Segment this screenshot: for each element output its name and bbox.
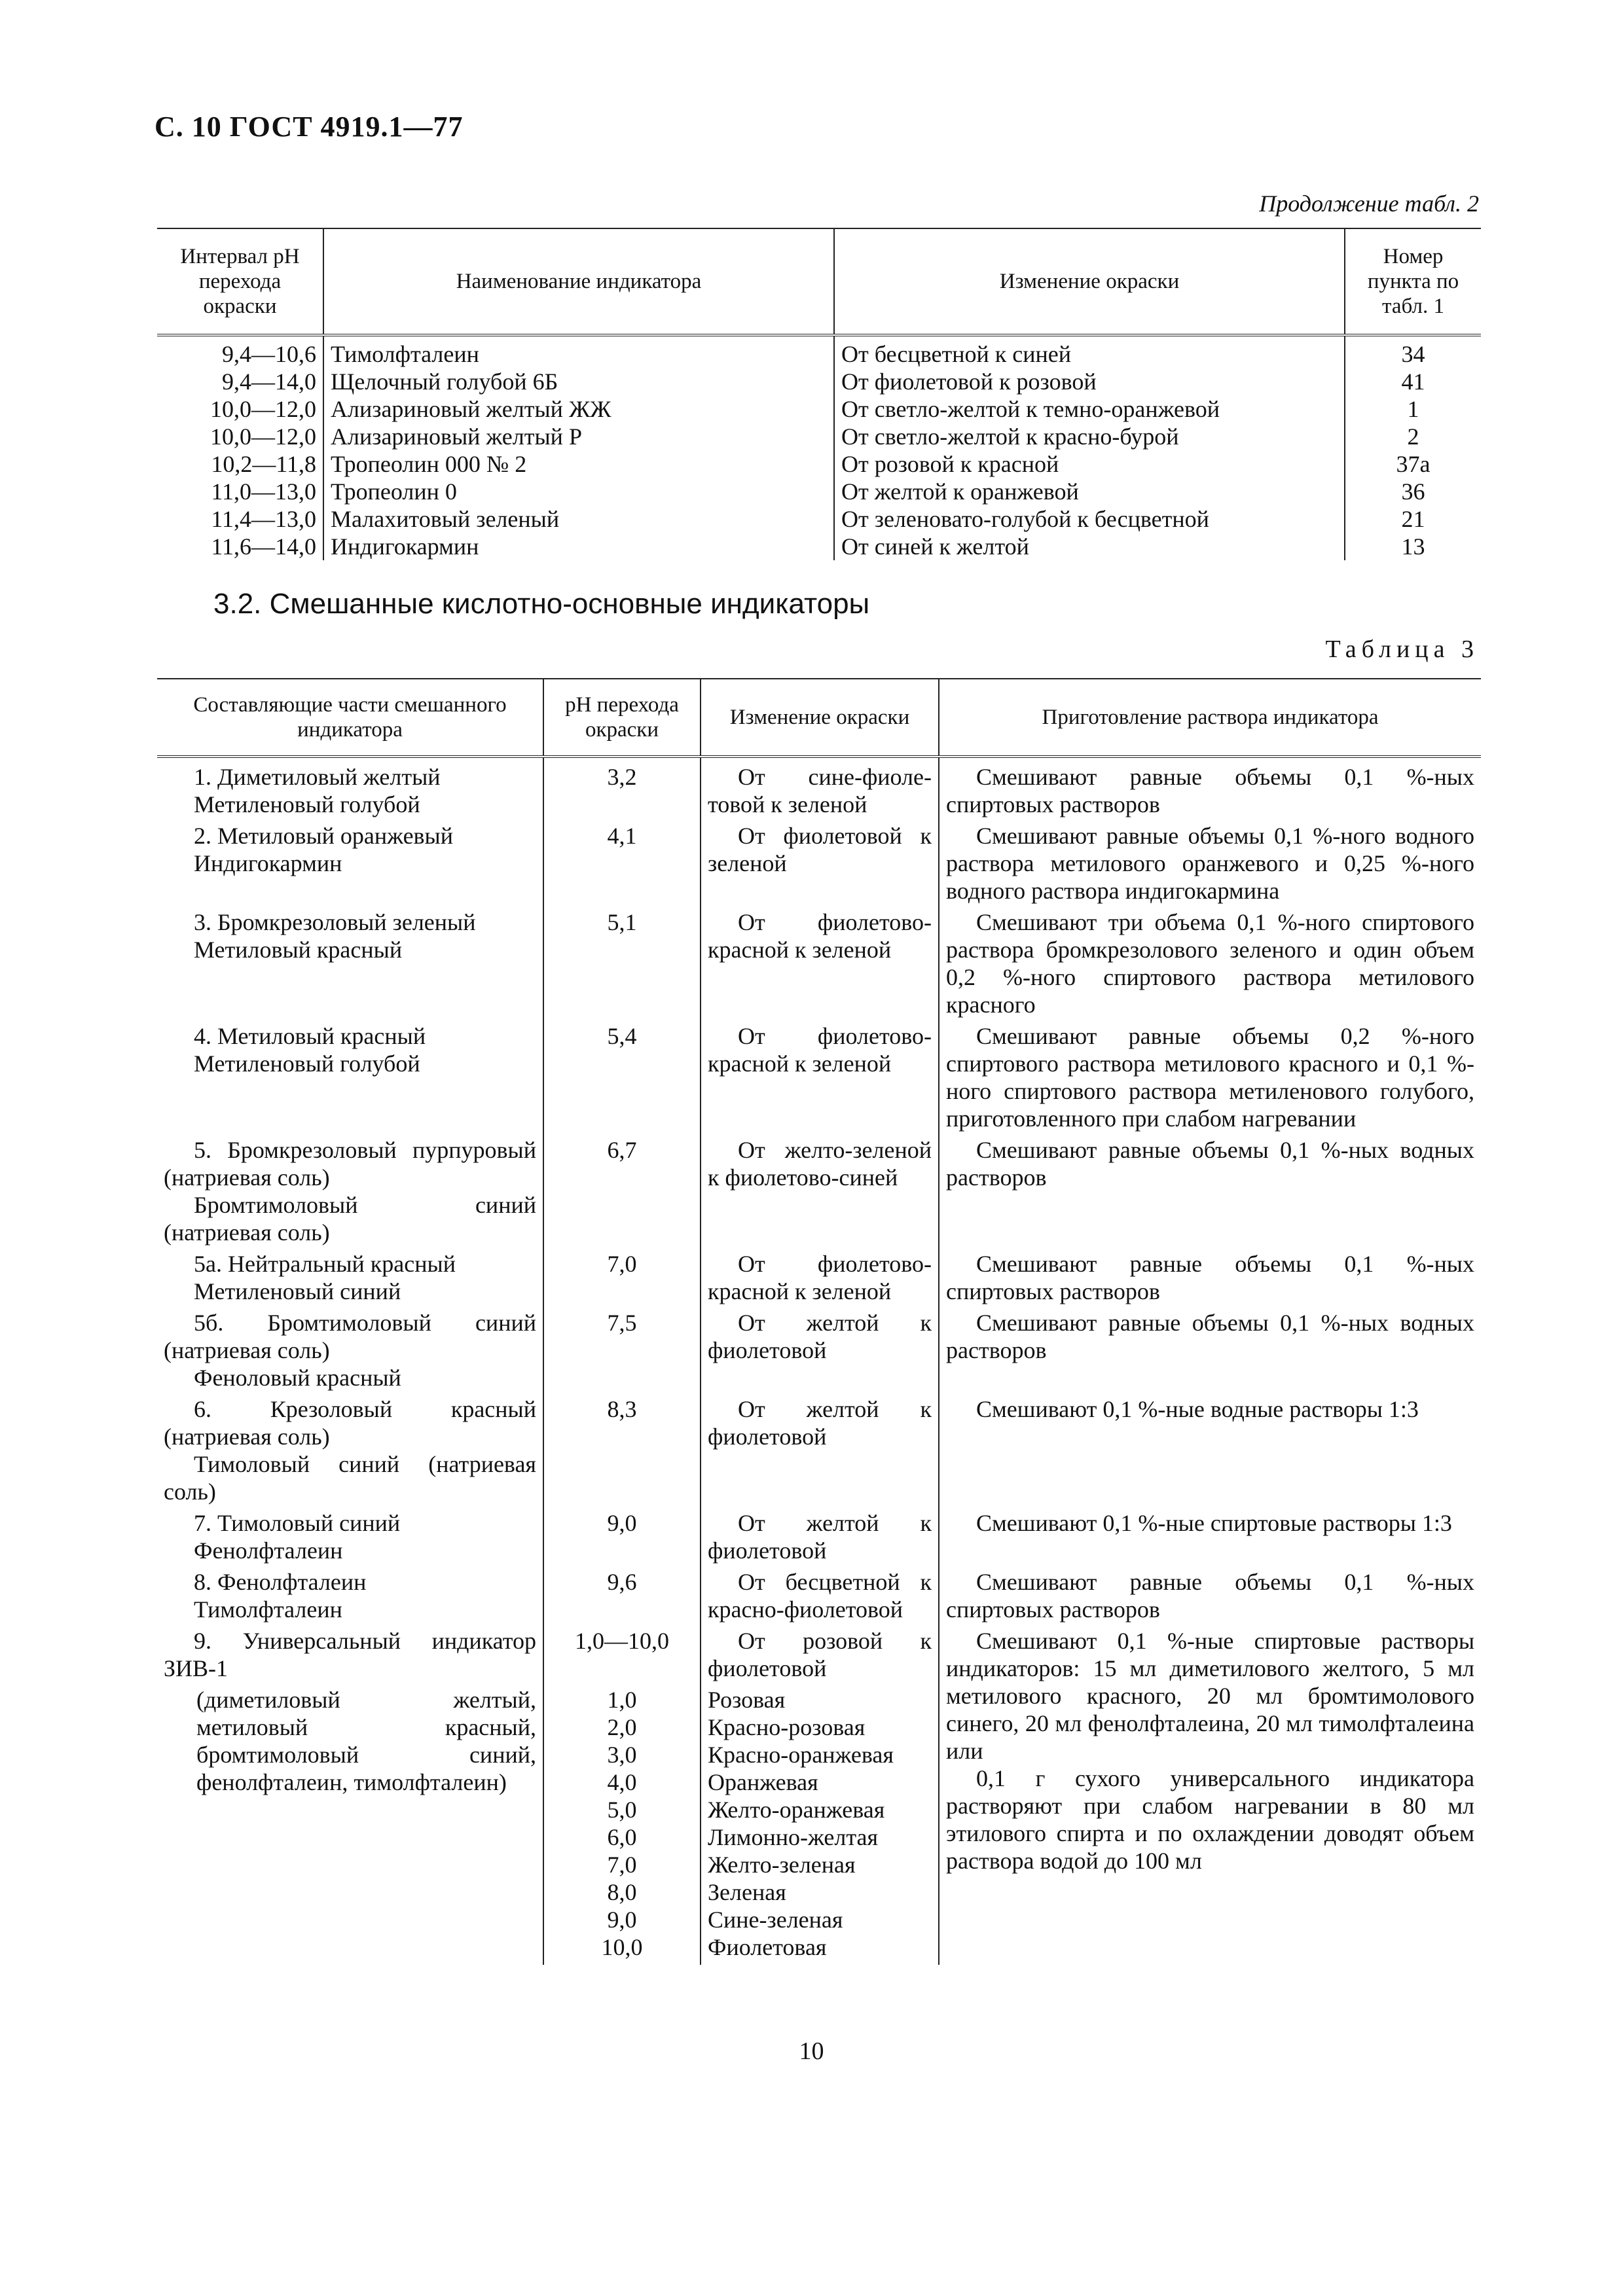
cell-color-change: От фиолетовой к зеленой xyxy=(701,822,939,908)
table-3-label: Таблица 3 xyxy=(1325,636,1479,663)
table-3-header-row xyxy=(157,679,1481,757)
cell-components xyxy=(157,1136,543,1250)
document-header: С. 10 ГОСТ 4919.1—77 xyxy=(155,111,464,143)
color-scale-value: Желто-зеленая xyxy=(708,1852,856,1878)
component-name: Феноловый красный xyxy=(194,1365,401,1391)
cell-components xyxy=(157,1509,543,1568)
column-header-components: Составляющие части смешанного индикатора xyxy=(157,679,543,757)
cell-color-change xyxy=(701,1627,939,1965)
component-name: Метиленовый голубой xyxy=(194,791,420,817)
cell-ph: 11,4—13,0 xyxy=(211,506,316,532)
table-row xyxy=(157,1509,1481,1568)
cell-components xyxy=(157,1022,543,1136)
universal-indicator-components: (диметиловый желтый, метиловый красный, бромтимоловый синий, фенолфталеин, тимолфталеин) xyxy=(196,1687,536,1795)
component-name: Метиленовый голубой xyxy=(194,1050,420,1077)
table-3-body xyxy=(157,757,1481,1965)
ph-scale-value: 8,0 xyxy=(607,1879,637,1905)
column-header-indicator: Наименование индикатора xyxy=(323,228,834,335)
cell-item-number: 1 xyxy=(1345,395,1481,423)
cell-preparation: Смешивают 0,1 %-ные водные растворы 1:3 xyxy=(939,1395,1481,1509)
component-name: 8. Фенолфталеин xyxy=(194,1569,367,1595)
ph-scale-value: 2,0 xyxy=(607,1714,637,1740)
cell-ph: 3,2 xyxy=(543,757,701,822)
ph-scale-value: 10,0 xyxy=(601,1934,643,1960)
cell-color-change: От желто-зеленой к фиолетово-синей xyxy=(701,1136,939,1250)
cell-preparation: Смешивают равные объемы 0,1 %-ных спиртовых растворов xyxy=(939,757,1481,822)
cell-item-number: 21 xyxy=(1345,505,1481,533)
ph-scale-value: 3,0 xyxy=(607,1742,637,1768)
cell-color-change: От фиолетово-красной к зеленой xyxy=(701,1022,939,1136)
cell-preparation xyxy=(939,1627,1481,1965)
cell-ph xyxy=(543,1627,701,1965)
cell-ph: 9,6 xyxy=(543,1568,701,1627)
universal-color-change: От розовой к фиолетовой xyxy=(708,1628,932,1681)
table-row xyxy=(157,450,1481,478)
cell-preparation: Смешивают 0,1 %-ные спиртовые растворы 1:3 xyxy=(939,1509,1481,1568)
table-row xyxy=(157,822,1481,908)
table-row xyxy=(157,423,1481,450)
component-name: 5. Бромкрезоловый пурпуровый (натриевая соль) xyxy=(164,1137,536,1191)
cell-ph: 9,4—14,0 xyxy=(222,368,316,395)
table-continuation-label: Продолжение табл. 2 xyxy=(1259,190,1479,217)
cell-indicator-name: Щелочный голубой 6Б xyxy=(323,368,834,395)
color-scale-list xyxy=(708,1686,932,1961)
cell-item-number: 34 xyxy=(1345,335,1481,368)
cell-ph: 6,7 xyxy=(543,1136,701,1250)
table-2-body xyxy=(157,335,1481,560)
cell-item-number: 37а xyxy=(1345,450,1481,478)
cell-ph: 9,4—10,6 xyxy=(222,341,316,367)
cell-color-change: От синей к желтой xyxy=(834,533,1345,560)
cell-color-change: От зеленовато-голубой к бесцветной xyxy=(834,505,1345,533)
cell-components xyxy=(157,1627,543,1965)
cell-color-change: От желтой к фиолетовой xyxy=(701,1309,939,1395)
color-scale-value: Зеленая xyxy=(708,1879,786,1905)
cell-ph: 11,0—13,0 xyxy=(211,478,316,505)
color-scale-value: Красно-оранжевая xyxy=(708,1742,894,1768)
table-row xyxy=(157,1022,1481,1136)
column-header-color-change: Изменение окраски xyxy=(834,228,1345,335)
column-header-item-number: Номер пункта по табл. 1 xyxy=(1345,228,1481,335)
cell-color-change: От желтой к фиолетовой xyxy=(701,1395,939,1509)
cell-color-change: От бесцветной к синей xyxy=(834,335,1345,368)
universal-indicator-name: 9. Универсальный индикатор ЗИВ-1 xyxy=(164,1628,536,1681)
cell-ph: 5,4 xyxy=(543,1022,701,1136)
component-name: Тимолфталеин xyxy=(194,1596,342,1623)
table-2-header-row xyxy=(157,228,1481,335)
column-header-ph: pH перехода окраски xyxy=(543,679,701,757)
cell-components xyxy=(157,1395,543,1509)
cell-components xyxy=(157,1309,543,1395)
table-row xyxy=(157,533,1481,560)
table-2 xyxy=(157,228,1481,560)
component-name: Индигокармин xyxy=(194,850,342,876)
table-row-universal-indicator xyxy=(157,1627,1481,1965)
cell-color-change: От сине-фиоле-товой к зеленой xyxy=(701,757,939,822)
column-header-ph: Интервал pH перехода окраски xyxy=(157,228,323,335)
cell-ph: 4,1 xyxy=(543,822,701,908)
table-row xyxy=(157,757,1481,822)
component-name: 6. Крезоловый красный (натриевая соль) xyxy=(164,1396,536,1450)
component-name: Фенолфталеин xyxy=(194,1537,343,1564)
cell-preparation: Смешивают равные объемы 0,1 %-ных водных растворов xyxy=(939,1309,1481,1395)
table-row xyxy=(157,1250,1481,1309)
cell-components xyxy=(157,757,543,822)
cell-item-number: 41 xyxy=(1345,368,1481,395)
component-name: 4. Метиловый красный xyxy=(194,1023,426,1049)
cell-color-change: От фиолетовой к розовой xyxy=(834,368,1345,395)
cell-components xyxy=(157,908,543,1022)
cell-components xyxy=(157,822,543,908)
cell-color-change: От розовой к красной xyxy=(834,450,1345,478)
ph-scale-value: 6,0 xyxy=(607,1824,637,1850)
cell-indicator-name: Тимолфталеин xyxy=(323,335,834,368)
color-scale-value: Лимонно-желтая xyxy=(708,1824,879,1850)
cell-color-change: От фиолетово-красной к зеленой xyxy=(701,1250,939,1309)
ph-scale-value: 1,0 xyxy=(607,1687,637,1713)
cell-color-change: От светло-желтой к темно-оранжевой xyxy=(834,395,1345,423)
component-name: Метиловый красный xyxy=(194,937,403,963)
table-row xyxy=(157,1395,1481,1509)
universal-prep-2: 0,1 г сухого универсального индикатора растворяют при слабом нагревании в 80 мл этилового спирта и по охлаждении доводят объем раствора водой до 100 мл xyxy=(946,1765,1474,1874)
universal-ph-range: 1,0—10,0 xyxy=(575,1628,669,1654)
cell-indicator-name: Тропеолин 0 xyxy=(323,478,834,505)
section-title: 3.2. Смешанные кислотно-основные индикаторы xyxy=(213,588,870,620)
ph-scale-value: 7,0 xyxy=(607,1852,637,1878)
cell-color-change: От светло-желтой к красно-бурой xyxy=(834,423,1345,450)
table-row xyxy=(157,335,1481,368)
cell-ph: 10,0—12,0 xyxy=(210,396,316,422)
color-scale-value: Желто-оранжевая xyxy=(708,1797,885,1823)
component-name: Бромтимоловый синий (натриевая соль) xyxy=(164,1192,536,1246)
color-scale-value: Фиолетовая xyxy=(708,1934,827,1960)
cell-color-change: От желтой к фиолетовой xyxy=(701,1509,939,1568)
cell-item-number: 13 xyxy=(1345,533,1481,560)
ph-scale-value: 4,0 xyxy=(607,1769,637,1795)
cell-preparation: Смешивают равные объемы 0,1 %-ных спиртовых растворов xyxy=(939,1250,1481,1309)
cell-ph: 11,6—14,0 xyxy=(211,533,316,560)
cell-color-change: От бесцветной к красно-фиолетовой xyxy=(701,1568,939,1627)
table-row xyxy=(157,368,1481,395)
cell-indicator-name: Малахитовый зеленый xyxy=(323,505,834,533)
cell-ph: 5,1 xyxy=(543,908,701,1022)
cell-color-change: От фиолетово-красной к зеленой xyxy=(701,908,939,1022)
cell-ph: 8,3 xyxy=(543,1395,701,1509)
table-row xyxy=(157,1309,1481,1395)
cell-ph: 10,2—11,8 xyxy=(211,451,316,477)
color-scale-value: Розовая xyxy=(708,1687,786,1713)
cell-color-change: От желтой к оранжевой xyxy=(834,478,1345,505)
universal-prep-1: Смешивают 0,1 %-ные спиртовые растворы индикаторов: 15 мл диметилового желтого, 5 мл метилового красного, 20 мл бромтимолового синего, 20 мл фенолфталеина, 20 мл тимолфталеина или xyxy=(946,1628,1474,1764)
component-name: Метиленовый синий xyxy=(194,1278,401,1304)
cell-preparation: Смешивают три объема 0,1 %-ного спиртового раствора бромкрезолового зеленого и один объем 0,2 %-ного спиртового раствора метилового красного xyxy=(939,908,1481,1022)
ph-scale-value: 5,0 xyxy=(607,1797,637,1823)
color-scale-value: Оранжевая xyxy=(708,1769,818,1795)
cell-ph: 9,0 xyxy=(543,1509,701,1568)
component-name: 2. Метиловый оранжевый xyxy=(194,823,453,849)
cell-preparation: Смешивают равные объемы 0,1 %-ных спиртовых растворов xyxy=(939,1568,1481,1627)
color-scale-value: Сине-зеленая xyxy=(708,1907,843,1933)
component-name: 3. Бромкрезоловый зеленый xyxy=(194,909,476,935)
component-name: 7. Тимоловый синий xyxy=(194,1510,401,1536)
cell-item-number: 2 xyxy=(1345,423,1481,450)
cell-components xyxy=(157,1568,543,1627)
cell-preparation: Смешивают равные объемы 0,1 %-ных водных растворов xyxy=(939,1136,1481,1250)
color-scale-value: Красно-розовая xyxy=(708,1714,866,1740)
page-number: 10 xyxy=(799,2037,824,2065)
ph-scale-value: 9,0 xyxy=(607,1907,637,1933)
table-row xyxy=(157,908,1481,1022)
cell-components xyxy=(157,1250,543,1309)
cell-ph: 7,0 xyxy=(543,1250,701,1309)
table-row xyxy=(157,1568,1481,1627)
table-row xyxy=(157,478,1481,505)
cell-indicator-name: Индигокармин xyxy=(323,533,834,560)
table-3 xyxy=(157,678,1481,1965)
component-name: 5а. Нейтральный красный xyxy=(194,1251,456,1277)
cell-preparation: Смешивают равные объемы 0,2 %-ного спиртового раствора метилового красного и 0,1 %-ного спиртового раствора метиленового голубого, приготовленного при слабом нагревании xyxy=(939,1022,1481,1136)
ph-scale-list xyxy=(551,1686,693,1961)
cell-item-number: 36 xyxy=(1345,478,1481,505)
cell-indicator-name: Тропеолин 000 № 2 xyxy=(323,450,834,478)
table-row xyxy=(157,505,1481,533)
component-name: 5б. Бромтимоловый синий (натриевая соль) xyxy=(164,1310,536,1363)
cell-preparation: Смешивают равные объемы 0,1 %-ного водного раствора метилового оранжевого и 0,25 %-ного водного раствора индигокармина xyxy=(939,822,1481,908)
cell-ph: 10,0—12,0 xyxy=(210,423,316,450)
cell-ph: 7,5 xyxy=(543,1309,701,1395)
table-row xyxy=(157,395,1481,423)
cell-indicator-name: Ализариновый желтый ЖЖ xyxy=(323,395,834,423)
component-name: 1. Диметиловый желтый xyxy=(194,764,441,790)
component-name: Тимоловый синий (натриевая соль) xyxy=(164,1451,536,1505)
cell-indicator-name: Ализариновый желтый Р xyxy=(323,423,834,450)
column-header-color-change: Изменение окраски xyxy=(701,679,939,757)
column-header-preparation: Приготовление раствора индикатора xyxy=(939,679,1481,757)
table-row xyxy=(157,1136,1481,1250)
